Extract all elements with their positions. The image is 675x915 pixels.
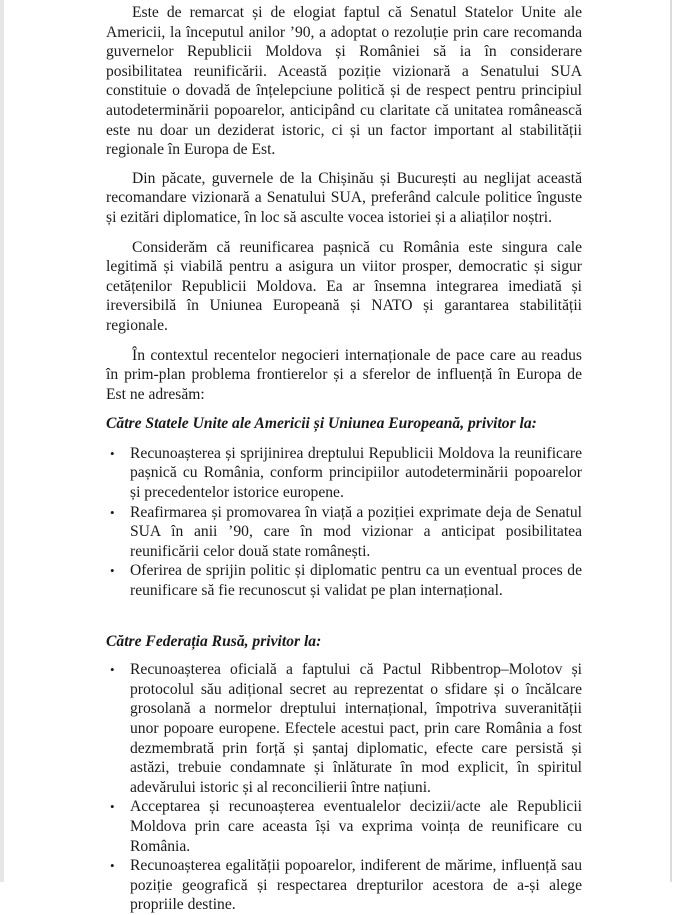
bullet-icon: • [110,563,115,579]
bullet-icon: • [110,799,115,815]
list-item [110,797,582,856]
paragraph-context-address: În contextul recentelor negocieri internaționale de pace care au readus în prim-plan problema frontierelor și a sferelor de influență în Europa de Est ne adresăm: [106,346,582,403]
list-item [110,856,582,915]
document-page [106,3,582,915]
list-item-text: Recunoașterea oficială a faptului că Pactul Ribbentrop–Molotov și protocolul său adițional secret au reprezentat o sfidare și o încălcare grosolană a normelor dreptului internațional, împotriva suveranității unor popoare europene. Efectele acestui pact, prin care România a fost dezmembrată prin forță și șantaj diplomatic, efecte care persistă și astăzi, trebuie condamnate și înlăturate în mod explicit, în spiritul adevărului istoric și al reconcilierii între națiuni. [130,661,582,796]
list-item [110,503,582,562]
paragraph-governments-neglect: Din păcate, guvernele de la Chișinău și București au neglijat această recomandare vizionară a Senatului SUA, preferând calcule politice înguste și ezitări diplomatice, în loc să asculte vocea istoriei și a aliaților noștri. [106,169,582,226]
list-item-text: Recunoașterea egalității popoarelor, indiferent de mărime, influență sau poziție geografică și respectarea drepturilor acestora de a-și alege propriile destine. [130,857,582,914]
list-item-text: Oferirea de sprijin politic și diplomatic pentru ca un eventual proces de reunificare să fie recunoscut și validat pe plan internațional. [130,562,582,600]
list-item [110,444,582,503]
list-item [110,660,582,797]
paragraph-senate-resolution: Este de remarcat și de elogiat faptul că Senatul Statelor Unite ale Americii, la începutul anilor ’90, a adoptat o rezoluție prin care recomanda guvernelor Republicii Moldova și României să ia în considerare posibilitatea reunificării. Această poziție vizionară a Senatului SUA constituie o dovadă de înțelepciune politică și de respect pentru principiul autodeterminării popoarelor, anticipând cu claritate că unitatea românească este nu doar un deziderat istoric, ci și un factor important al stabilității regionale în Europa de Est. [106,4,582,159]
list-item [110,561,582,600]
list-item-text: Acceptarea și recunoașterea eventualelor decizii/acte ale Republicii Moldova prin care aceasta își va exprima voința de reunificare cu România. [130,798,582,855]
list-item-text: Reafirmarea și promovarea în viață a poziției exprimate deja de Senatul SUA în anii ’90, care în mod vizionar a anticipat posibilitatea reunificării celor două state românești. [130,503,582,560]
bullet-icon: • [110,662,115,678]
list-usa-eu [106,444,582,601]
paragraph-peaceful-reunification: Considerăm că reunificarea pașnică cu România este singura cale legitimă și viabilă pentru a asigura un viitor prosper, democratic și sigur cetățenilor Republicii Moldova. Ea ar însemna integrarea imediată și ireversibilă în Uniunea Europeană și NATO și garantarea stabilității regionale. [106,238,582,334]
list-russia [106,660,582,915]
bullet-icon: • [110,858,115,874]
section-heading-russia: Către Federația Rusă, privitor la: [106,632,322,650]
section-heading-usa-eu: Către Statele Unite ale Americii și Uniunea Europeană, privitor la: [106,415,537,433]
bullet-icon: • [110,504,115,520]
scan-edge-right [670,0,672,882]
bullet-icon: • [110,445,115,461]
list-item-text: Recunoașterea și sprijinirea dreptului Republicii Moldova la reunificare pașnică cu România, conform principiilor autodeterminării popoarelor și precedentelor istorice europene. [130,444,582,502]
scan-edge-left [0,0,4,882]
